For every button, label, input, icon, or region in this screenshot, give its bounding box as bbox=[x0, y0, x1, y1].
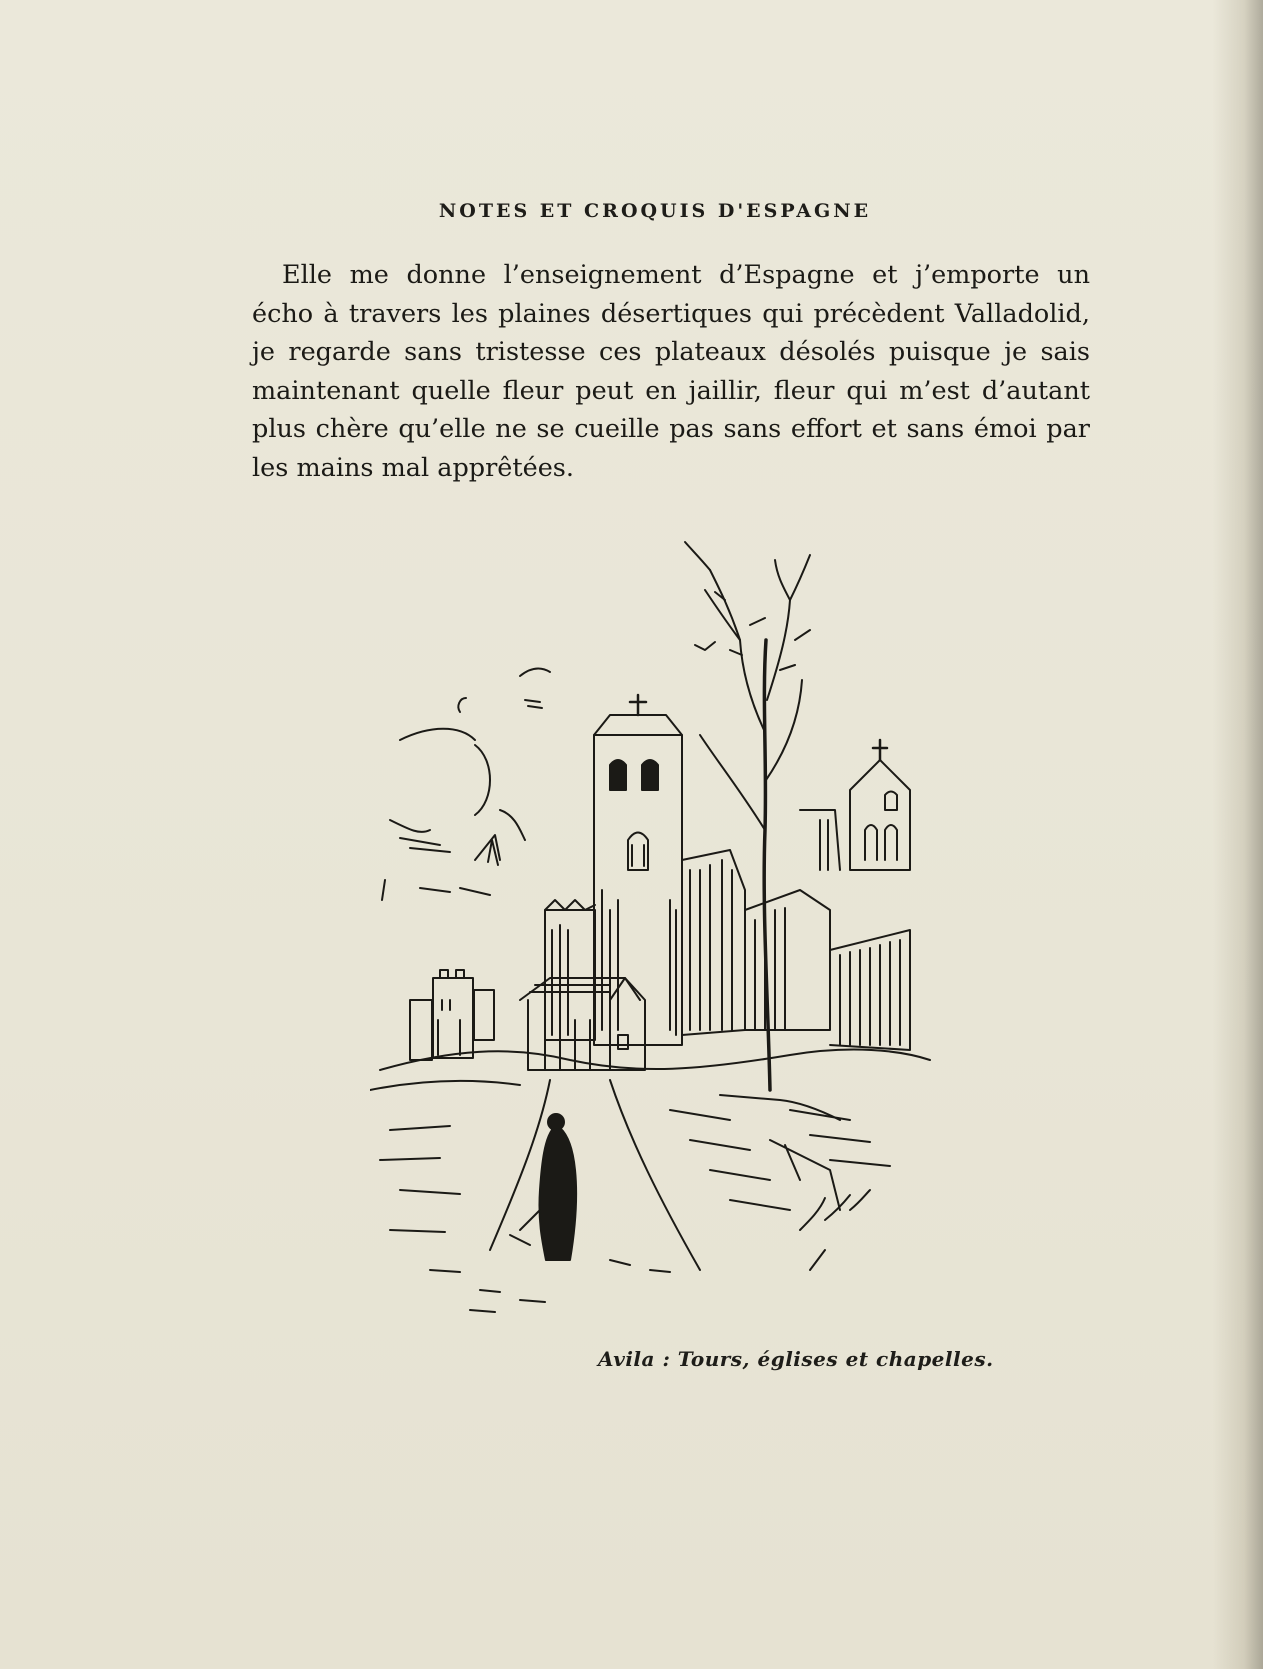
caption: Avila : Tours, églises et chapelles. bbox=[598, 1347, 994, 1371]
sketch-illustration-icon bbox=[370, 530, 970, 1320]
running-head: NOTES ET CROQUIS D'ESPAGNE bbox=[438, 200, 872, 222]
paragraph: Elle me donne l’enseignement d’Espagne et j’emporte un écho à travers les plaines désertiques qui précèdent Valladolid, je regarde sans tristesse ces plateaux désolés puisque je sais maintenant quelle fleur peut en jaillir, fleur qui m’est d’autant plus chère qu’elle ne se cueille pas sans effort et sans émoi par les mains mal apprêtées. bbox=[252, 260, 1090, 483]
body-text bbox=[252, 256, 1090, 487]
